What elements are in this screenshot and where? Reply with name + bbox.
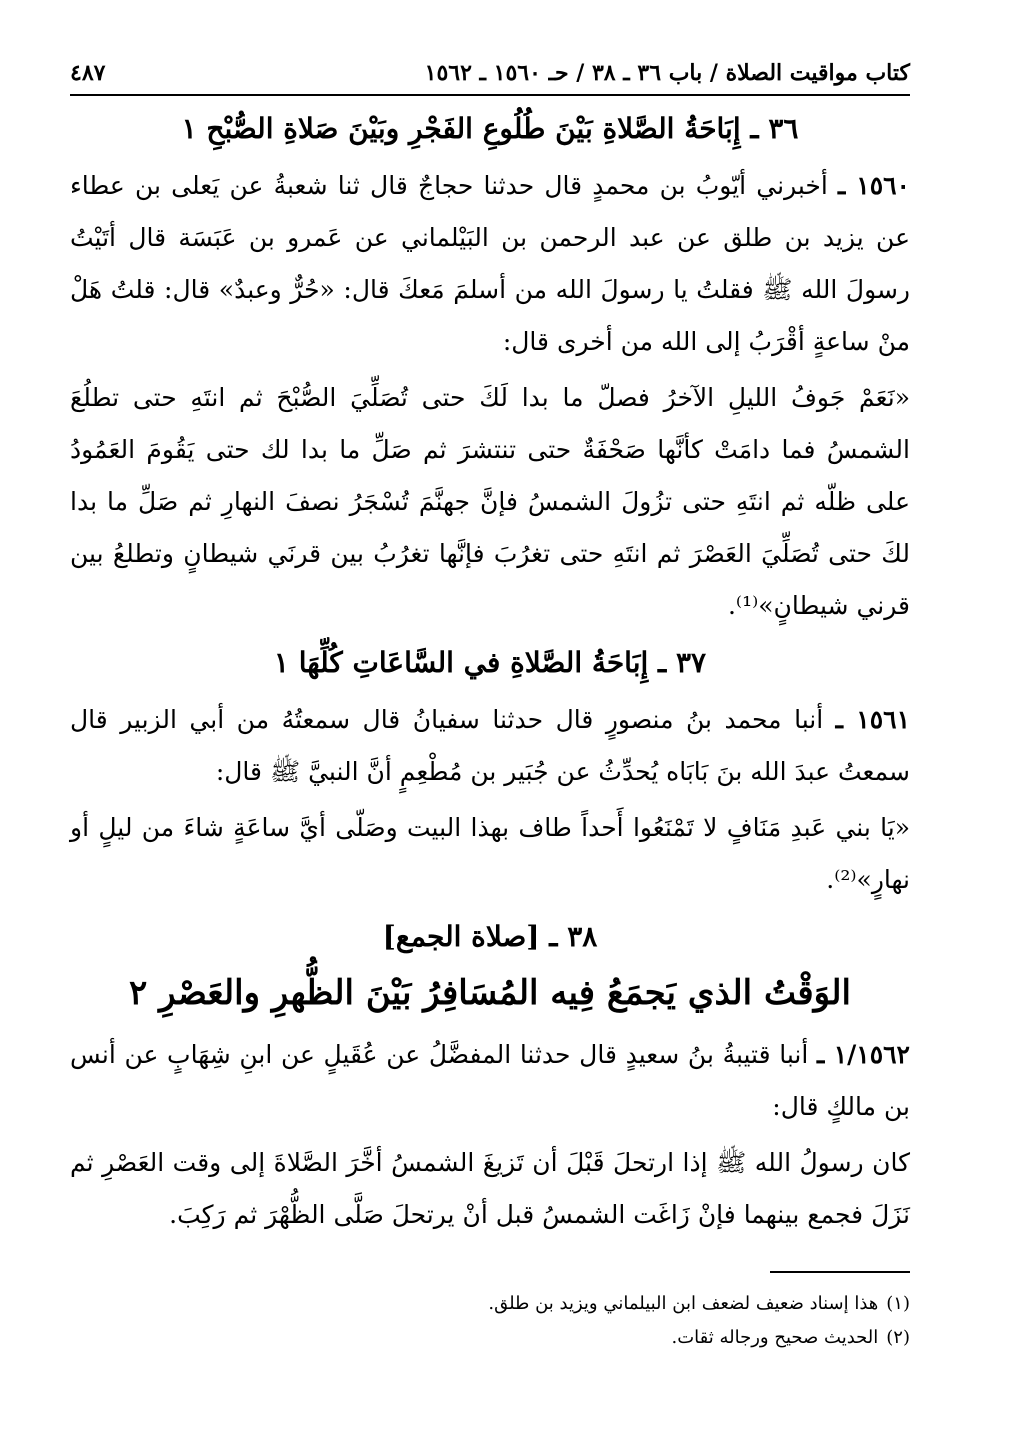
isnad-text: أنبا محمد بنُ منصورٍ قال حدثنا سفيانُ قال سمعتُهُ من أبي الزبير قال سمعتُ عبدَ الله بنَ بَابَاه يُحدِّثُ عن جُبَير بن مُطْعِمٍ أنَّ النبيَّ ﷺ قال: (70, 705, 910, 786)
footnote-2 (70, 1321, 910, 1355)
hadith-1562-isnad (70, 1029, 910, 1133)
chapter-heading-38: ٣٨ ـ [صلاة الجمع] (382, 920, 598, 953)
footnote-text: الحديث صحيح ورجاله ثقات. (671, 1327, 879, 1348)
footnotes (70, 1287, 910, 1355)
chapter-subheading-38: الوَقْتُ الذي يَجمَعُ فِيه المُسَافِرُ بَيْنَ الظُّهرِ والعَصْرِ ٢ (129, 973, 851, 1013)
hadith-1561-isnad (70, 694, 910, 798)
running-title: كتاب مواقيت الصلاة / باب ٣٦ ـ ٣٨ / حـ ١٥٦٠ ـ ١٥٦٢ (424, 60, 910, 86)
isnad-text: أخبرني أيّوبُ بن محمدٍ قال حدثنا حجاجٌ قال ثنا شعبةُ عن يَعلى بن عطاء عن يزيد بن طلق عن عبد الرحمن بن البَيْلماني عن عَمرو بن عَبَسَة قال أتَيْتُ رسولَ الله ﷺ فقلتُ يا رسولَ الله من أسلمَ مَعكَ قال: «حُرٌّ وعبدٌ» قال: قلتُ هَلْ منْ ساعةٍ أقْرَبُ إلى الله من أخرى قال: (70, 171, 910, 356)
hadith-1562-matn: كان رسولُ الله ﷺ إذا ارتحلَ قَبْلَ أن تَزيغَ الشمسُ أخَّرَ الصَّلاةَ إلى وقت العَصْرِ ثم نَزَلَ فجمع بينهما فإنْ زَاغَت الشمسُ قبل أنْ يرتحلَ صَلَّى الظُّهْرَ ثم رَكِبَ. (70, 1148, 910, 1229)
book-page (70, 60, 910, 1420)
isnad-text: أنبا قتيبةُ بنُ سعيدٍ قال حدثنا المفضَّلُ عن عُقَيلٍ عن ابنِ شِهَابٍ عن أنس بن مالكٍ قال: (70, 1040, 910, 1121)
chapter-heading-36: ٣٦ ـ إِبَاحَةُ الصَّلاةِ بَيْنَ طُلُوعِ الفَجْرِ وبَيْنَ صَلاةِ الصُّبْحِ ١ (181, 112, 799, 145)
footnote-mark: (٢) (886, 1327, 910, 1348)
page-number: ٤٨٧ (70, 60, 106, 86)
footnote-mark: (١) (886, 1293, 910, 1314)
hadith-number: ١٥٦١ ـ (835, 705, 910, 734)
hadith-1561-matn: «يَا بني عَبدِ مَنَافٍ لا تَمْنَعُوا أَحداً طاف بهذا البيت وصَلّى أيَّ ساعَةٍ شاءَ من ليلٍ أو نهارٍ»⁽²⁾. (70, 813, 910, 894)
footnote-divider (770, 1271, 910, 1273)
hadith-1560-matn: «نَعَمْ جَوفُ الليلِ الآخرُ فصلّ ما بدا لَكَ حتى تُصَلِّيَ الصُّبْحَ ثم انتَهِ حتى تطلُعَ الشمسُ فما دامَتْ كأنَّها صَحْفَةٌ حتى تنتشرَ ثم صَلِّ ما بدا لك حتى يَقُومَ العَمُودُ على ظلّه ثم انتَهِ حتى تزُولَ الشمسُ فإنَّ جهنَّمَ تُسْجَرُ نصفَ النهارِ ثم صَلِّ ما بدا لكَ حتى تُصَلِّيَ العَصْرَ ثم انتَهِ حتى تغرُبَ فإنَّها تغرُبُ بين قرنَي شيطانٍ وتطلعُ بين قرني شيطانٍ»⁽¹⁾. (70, 383, 910, 620)
footnote-text: هذا إسناد ضعيف لضعف ابن البيلماني ويزيد بن طلق. (488, 1293, 879, 1314)
chapter-heading-37: ٣٧ ـ إِبَاحَةُ الصَّلاةِ في السَّاعَاتِ كُلِّهَا ١ (273, 646, 707, 679)
hadith-number: ١٥٦٠ ـ (838, 171, 910, 200)
running-header (70, 60, 910, 96)
hadith-1560-isnad (70, 160, 910, 368)
hadith-number: ١/١٥٦٢ ـ (816, 1040, 910, 1069)
footnote-1 (70, 1287, 910, 1321)
